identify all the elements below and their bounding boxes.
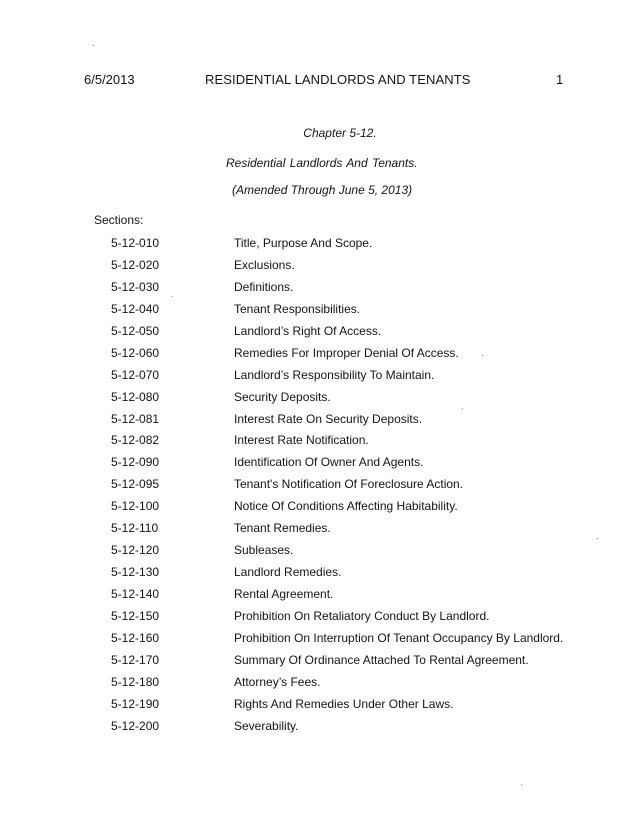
- section-row: [0, 651, 638, 673]
- section-title: Tenant Responsibilities.: [234, 301, 361, 316]
- section-row: [0, 541, 638, 563]
- section-number: 5-12-095: [111, 477, 160, 492]
- section-number: 5-12-170: [111, 652, 160, 667]
- section-row: [0, 695, 638, 717]
- section-number: 5-12-050: [111, 323, 160, 338]
- chapter-subtitle: Residential Landlords And Tenants.: [226, 156, 418, 170]
- scan-speck: [172, 296, 173, 297]
- section-row: [0, 234, 638, 256]
- amended-note: (Amended Through June 5, 2013): [232, 183, 413, 197]
- section-title: Prohibition On Retaliatory Conduct By Landlord.: [234, 608, 490, 623]
- section-title: Landlord Remedies.: [234, 565, 342, 580]
- scan-speck: [462, 408, 463, 409]
- section-row: [0, 475, 638, 497]
- section-title: Identification Of Owner And Agents.: [234, 455, 424, 470]
- section-number: 5-12-081: [111, 411, 160, 426]
- section-number: 5-12-160: [111, 630, 160, 645]
- section-row: [0, 607, 638, 629]
- section-title: Definitions.: [234, 279, 294, 294]
- section-title: Subleases.: [234, 543, 294, 558]
- section-title: Exclusions.: [234, 257, 295, 272]
- section-title: Landlord’s Right Of Access.: [234, 323, 382, 338]
- section-title: Remedies For Improper Denial Of Access.: [234, 345, 459, 360]
- section-number: 5-12-200: [111, 718, 160, 733]
- section-number: 5-12-120: [111, 543, 160, 558]
- section-row: [0, 278, 638, 300]
- section-row: [0, 366, 638, 388]
- section-number: 5-12-140: [111, 587, 160, 601]
- header-date: 6/5/2013: [84, 72, 135, 87]
- scan-speck: [597, 538, 598, 539]
- section-title: Interest Rate On Security Deposits.: [234, 411, 423, 426]
- section-number: 5-12-010: [111, 236, 160, 250]
- sections-label: Sections:: [94, 213, 144, 227]
- section-title: Attorney’s Fees.: [234, 674, 321, 689]
- section-number: 5-12-180: [111, 674, 160, 689]
- scan-speck: [93, 45, 94, 46]
- chapter-heading: Chapter 5-12.: [303, 126, 377, 140]
- section-row: [0, 585, 638, 607]
- scan-speck: [482, 355, 483, 356]
- section-number: 5-12-040: [111, 301, 160, 316]
- section-number: 5-12-110: [111, 521, 159, 536]
- section-number: 5-12-020: [111, 257, 160, 272]
- section-title: Prohibition On Interruption Of Tenant Occupancy By Landlord.: [234, 630, 564, 645]
- section-number: 5-12-082: [111, 433, 160, 448]
- section-number: 5-12-190: [111, 696, 160, 711]
- section-row: [0, 300, 638, 322]
- section-row: [0, 673, 638, 695]
- section-row: [0, 388, 638, 410]
- section-title: Interest Rate Notification.: [234, 433, 369, 448]
- section-title: Tenant's Notification Of Foreclosure Action.: [234, 477, 464, 492]
- section-number: 5-12-100: [111, 499, 160, 514]
- section-number: 5-12-080: [111, 389, 160, 404]
- section-row: [0, 256, 638, 278]
- section-row: [0, 453, 638, 475]
- section-row: [0, 563, 638, 585]
- section-title: Notice Of Conditions Affecting Habitability.: [234, 499, 458, 514]
- section-row: [0, 344, 638, 366]
- section-number: 5-12-070: [111, 367, 160, 382]
- page-number: 1: [556, 72, 564, 87]
- section-number: 5-12-130: [111, 565, 160, 580]
- section-row: [0, 410, 638, 432]
- header-title: RESIDENTIAL LANDLORDS AND TENANTS: [205, 72, 471, 87]
- section-row: [0, 431, 638, 453]
- section-title: Title, Purpose And Scope.: [234, 236, 373, 250]
- section-number: 5-12-030: [111, 279, 160, 294]
- section-row: [0, 322, 638, 344]
- section-title: Rental Agreement.: [234, 587, 334, 601]
- section-title: Tenant Remedies.: [234, 521, 331, 536]
- section-title: Rights And Remedies Under Other Laws.: [234, 696, 454, 711]
- section-title: Security Deposits.: [234, 389, 331, 404]
- section-title: Severability.: [234, 718, 299, 733]
- section-number: 5-12-150: [111, 608, 160, 623]
- section-number: 5-12-060: [111, 345, 160, 360]
- section-row: [0, 629, 638, 651]
- section-title: Summary Of Ordinance Attached To Rental Agreement.: [234, 652, 529, 667]
- scan-speck: [521, 784, 522, 785]
- section-title: Landlord’s Responsibility To Maintain.: [234, 367, 435, 382]
- sections-list: [0, 234, 638, 739]
- section-row: [0, 497, 638, 519]
- section-row: [0, 519, 638, 541]
- section-row: [0, 717, 638, 739]
- section-number: 5-12-090: [111, 455, 160, 470]
